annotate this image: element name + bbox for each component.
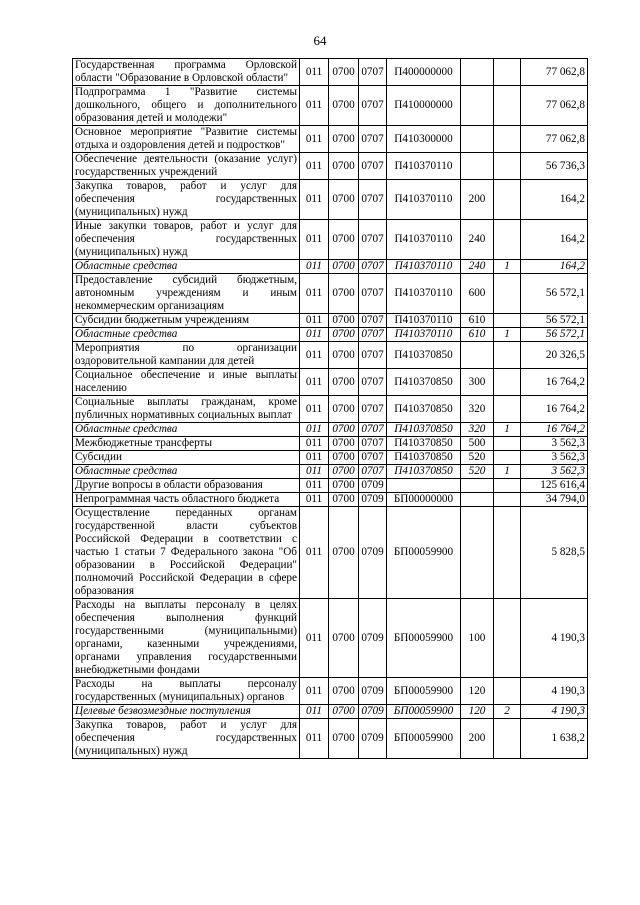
amount-cell: 56 572,1 [521,314,588,328]
target-item-code-cell: П410370850 [387,396,461,423]
item-name-cell: Областные средства [73,423,300,437]
admin-code-cell: 011 [300,220,329,260]
item-name-cell: Закупка товаров, работ и услуг для обеспечения государственных (муниципальных) нужд [73,719,300,759]
subsection-code-cell: 0707 [359,220,387,260]
amount-cell: 77 062,8 [521,126,588,153]
target-item-code-cell: П410370850 [387,465,461,479]
budget-table [72,58,588,759]
admin-code-cell: 011 [300,126,329,153]
funding-source-cell: 1 [494,465,521,479]
funding-source-cell [494,479,521,493]
section-code-cell: 0700 [329,369,359,396]
amount-cell: 34 794,0 [521,493,588,507]
target-item-code-cell: П410370110 [387,220,461,260]
section-code-cell: 0700 [329,342,359,369]
target-item-code-cell: П410370850 [387,437,461,451]
target-item-code-cell: П410370110 [387,180,461,220]
table-row [73,465,588,479]
expense-type-code-cell: 520 [461,451,494,465]
subsection-code-cell: 0707 [359,465,387,479]
expense-type-code-cell [461,126,494,153]
item-name-cell: Субсидии [73,451,300,465]
item-name-cell: Расходы на выплаты персоналу государственных (муниципальных) органов [73,678,300,705]
amount-cell: 164,2 [521,260,588,274]
table-row [73,479,588,493]
subsection-code-cell: 0709 [359,507,387,599]
subsection-code-cell: 0707 [359,423,387,437]
target-item-code-cell: П410370110 [387,274,461,314]
table-row [73,369,588,396]
admin-code-cell: 011 [300,705,329,719]
subsection-code-cell: 0709 [359,479,387,493]
amount-cell: 16 764,2 [521,396,588,423]
amount-cell: 77 062,8 [521,59,588,86]
table-row [73,396,588,423]
subsection-code-cell: 0707 [359,153,387,180]
expense-type-code-cell: 320 [461,423,494,437]
section-code-cell: 0700 [329,451,359,465]
admin-code-cell: 011 [300,599,329,678]
expense-type-code-cell: 500 [461,437,494,451]
table-row [73,451,588,465]
funding-source-cell [494,153,521,180]
funding-source-cell [494,599,521,678]
subsection-code-cell: 0709 [359,705,387,719]
funding-source-cell [494,396,521,423]
amount-cell: 16 764,2 [521,369,588,396]
table-row [73,59,588,86]
subsection-code-cell: 0707 [359,451,387,465]
section-code-cell: 0700 [329,719,359,759]
admin-code-cell: 011 [300,260,329,274]
funding-source-cell: 1 [494,260,521,274]
section-code-cell: 0700 [329,180,359,220]
table-row [73,599,588,678]
subsection-code-cell: 0707 [359,260,387,274]
funding-source-cell [494,451,521,465]
funding-source-cell [494,126,521,153]
admin-code-cell: 011 [300,451,329,465]
target-item-code-cell: П410370110 [387,153,461,180]
subsection-code-cell: 0709 [359,599,387,678]
amount-cell: 4 190,3 [521,599,588,678]
funding-source-cell [494,314,521,328]
table-row [73,180,588,220]
budget-table-body [73,59,588,759]
subsection-code-cell: 0709 [359,719,387,759]
section-code-cell: 0700 [329,423,359,437]
target-item-code-cell: БП00059900 [387,719,461,759]
table-row [73,507,588,599]
page-number: 64 [313,33,327,48]
funding-source-cell: 1 [494,423,521,437]
expense-type-code-cell: 240 [461,260,494,274]
item-name-cell: Государственная программа Орловской области "Образование в Орловской области" [73,59,300,86]
funding-source-cell [494,274,521,314]
expense-type-code-cell: 610 [461,328,494,342]
section-code-cell: 0700 [329,220,359,260]
subsection-code-cell: 0707 [359,342,387,369]
section-code-cell: 0700 [329,705,359,719]
amount-cell: 4 190,3 [521,678,588,705]
amount-cell: 56 572,1 [521,328,588,342]
item-name-cell: Расходы на выплаты персоналу в целях обеспечения выполнения функций государственными (муниципальными) органами, казенными учреждениями, органами управления государственными внебюджетными фондами [73,599,300,678]
admin-code-cell: 011 [300,479,329,493]
section-code-cell: 0700 [329,86,359,126]
funding-source-cell [494,678,521,705]
amount-cell: 3 562,3 [521,465,588,479]
subsection-code-cell: 0707 [359,369,387,396]
funding-source-cell [494,59,521,86]
funding-source-cell [494,369,521,396]
item-name-cell: Целевые безвозмездные поступления [73,705,300,719]
funding-source-cell: 2 [494,705,521,719]
section-code-cell: 0700 [329,493,359,507]
item-name-cell: Другие вопросы в области образования [73,479,300,493]
admin-code-cell: 011 [300,493,329,507]
expense-type-code-cell [461,153,494,180]
target-item-code-cell: П410370850 [387,342,461,369]
target-item-code-cell: БП00059900 [387,678,461,705]
item-name-cell: Областные средства [73,260,300,274]
item-name-cell: Иные закупки товаров, работ и услуг для обеспечения государственных (муниципальных) нужд [73,220,300,260]
amount-cell: 4 190,3 [521,705,588,719]
item-name-cell: Закупка товаров, работ и услуг для обеспечения государственных (муниципальных) нужд [73,180,300,220]
item-name-cell: Предоставление субсидий бюджетным, автономным учреждениям и иным некоммерческим организациям [73,274,300,314]
item-name-cell: Обеспечение деятельности (оказание услуг) государственных учреждений [73,153,300,180]
amount-cell: 5 828,5 [521,507,588,599]
expense-type-code-cell: 520 [461,465,494,479]
section-code-cell: 0700 [329,59,359,86]
expense-type-code-cell: 610 [461,314,494,328]
table-row [73,260,588,274]
section-code-cell: 0700 [329,437,359,451]
subsection-code-cell: 0707 [359,396,387,423]
amount-cell: 125 616,4 [521,479,588,493]
target-item-code-cell: П410370110 [387,314,461,328]
subsection-code-cell: 0707 [359,437,387,451]
table-row [73,86,588,126]
section-code-cell: 0700 [329,274,359,314]
admin-code-cell: 011 [300,396,329,423]
admin-code-cell: 011 [300,678,329,705]
subsection-code-cell: 0707 [359,126,387,153]
section-code-cell: 0700 [329,260,359,274]
funding-source-cell [494,507,521,599]
target-item-code-cell: П410370850 [387,451,461,465]
admin-code-cell: 011 [300,86,329,126]
expense-type-code-cell: 120 [461,678,494,705]
admin-code-cell: 011 [300,719,329,759]
amount-cell: 164,2 [521,180,588,220]
amount-cell: 1 638,2 [521,719,588,759]
admin-code-cell: 011 [300,507,329,599]
expense-type-code-cell: 120 [461,705,494,719]
amount-cell: 56 736,3 [521,153,588,180]
section-code-cell: 0700 [329,507,359,599]
table-row [73,342,588,369]
item-name-cell: Областные средства [73,328,300,342]
subsection-code-cell: 0707 [359,180,387,220]
funding-source-cell [494,437,521,451]
expense-type-code-cell [461,59,494,86]
amount-cell: 20 326,5 [521,342,588,369]
target-item-code-cell: П410370850 [387,369,461,396]
funding-source-cell [494,342,521,369]
target-item-code-cell: БП00059900 [387,507,461,599]
item-name-cell: Субсидии бюджетным учреждениям [73,314,300,328]
expense-type-code-cell [461,342,494,369]
target-item-code-cell: БП00000000 [387,493,461,507]
expense-type-code-cell [461,507,494,599]
admin-code-cell: 011 [300,328,329,342]
section-code-cell: 0700 [329,465,359,479]
subsection-code-cell: 0707 [359,59,387,86]
target-item-code-cell: П410300000 [387,126,461,153]
table-row [73,328,588,342]
target-item-code-cell: БП00059900 [387,705,461,719]
subsection-code-cell: 0707 [359,86,387,126]
section-code-cell: 0700 [329,599,359,678]
expense-type-code-cell: 300 [461,369,494,396]
funding-source-cell [494,719,521,759]
table-row [73,126,588,153]
admin-code-cell: 011 [300,274,329,314]
admin-code-cell: 011 [300,465,329,479]
section-code-cell: 0700 [329,314,359,328]
admin-code-cell: 011 [300,369,329,396]
expense-type-code-cell: 600 [461,274,494,314]
item-name-cell: Подпрограмма 1 "Развитие системы дошкольного, общего и дополнительного образования детей и молодежи" [73,86,300,126]
amount-cell: 164,2 [521,220,588,260]
admin-code-cell: 011 [300,314,329,328]
section-code-cell: 0700 [329,328,359,342]
admin-code-cell: 011 [300,437,329,451]
item-name-cell: Основное мероприятие "Развитие системы отдыха и оздоровления детей и подростков" [73,126,300,153]
item-name-cell: Осуществление переданных органам государственной власти субъектов Российской Федерации в соответствии с частью 1 статьи 7 Федерального закона "Об образовании в Российской Федерации" полномочий Российской Федерации в сфере образования [73,507,300,599]
subsection-code-cell: 0707 [359,328,387,342]
table-row [73,220,588,260]
amount-cell: 3 562,3 [521,437,588,451]
expense-type-code-cell: 200 [461,719,494,759]
amount-cell: 56 572,1 [521,274,588,314]
funding-source-cell [494,86,521,126]
amount-cell: 77 062,8 [521,86,588,126]
item-name-cell: Мероприятия по организации оздоровительной кампании для детей [73,342,300,369]
table-row [73,493,588,507]
target-item-code-cell: П410000000 [387,86,461,126]
section-code-cell: 0700 [329,479,359,493]
target-item-code-cell [387,479,461,493]
subsection-code-cell: 0707 [359,314,387,328]
amount-cell: 3 562,3 [521,451,588,465]
funding-source-cell: 1 [494,328,521,342]
section-code-cell: 0700 [329,153,359,180]
expense-type-code-cell: 320 [461,396,494,423]
item-name-cell: Межбюджетные трансферты [73,437,300,451]
target-item-code-cell: П400000000 [387,59,461,86]
amount-cell: 16 764,2 [521,423,588,437]
admin-code-cell: 011 [300,59,329,86]
expense-type-code-cell: 240 [461,220,494,260]
section-code-cell: 0700 [329,396,359,423]
section-code-cell: 0700 [329,126,359,153]
target-item-code-cell: БП00059900 [387,599,461,678]
table-row [73,719,588,759]
subsection-code-cell: 0709 [359,493,387,507]
item-name-cell: Областные средства [73,465,300,479]
item-name-cell: Социальное обеспечение и иные выплаты населению [73,369,300,396]
table-row [73,314,588,328]
item-name-cell: Социальные выплаты гражданам, кроме публичных нормативных социальных выплат [73,396,300,423]
expense-type-code-cell: 200 [461,180,494,220]
target-item-code-cell: П410370850 [387,423,461,437]
table-row [73,153,588,180]
table-row [73,705,588,719]
funding-source-cell [494,180,521,220]
item-name-cell: Непрограммная часть областного бюджета [73,493,300,507]
expense-type-code-cell: 100 [461,599,494,678]
table-row [73,423,588,437]
funding-source-cell [494,493,521,507]
expense-type-code-cell [461,86,494,126]
admin-code-cell: 011 [300,180,329,220]
section-code-cell: 0700 [329,678,359,705]
expense-type-code-cell [461,493,494,507]
admin-code-cell: 011 [300,153,329,180]
target-item-code-cell: П410370110 [387,328,461,342]
table-row [73,678,588,705]
table-row [73,274,588,314]
subsection-code-cell: 0707 [359,274,387,314]
expense-type-code-cell [461,479,494,493]
admin-code-cell: 011 [300,342,329,369]
admin-code-cell: 011 [300,423,329,437]
table-row [73,437,588,451]
funding-source-cell [494,220,521,260]
target-item-code-cell: П410370110 [387,260,461,274]
subsection-code-cell: 0709 [359,678,387,705]
